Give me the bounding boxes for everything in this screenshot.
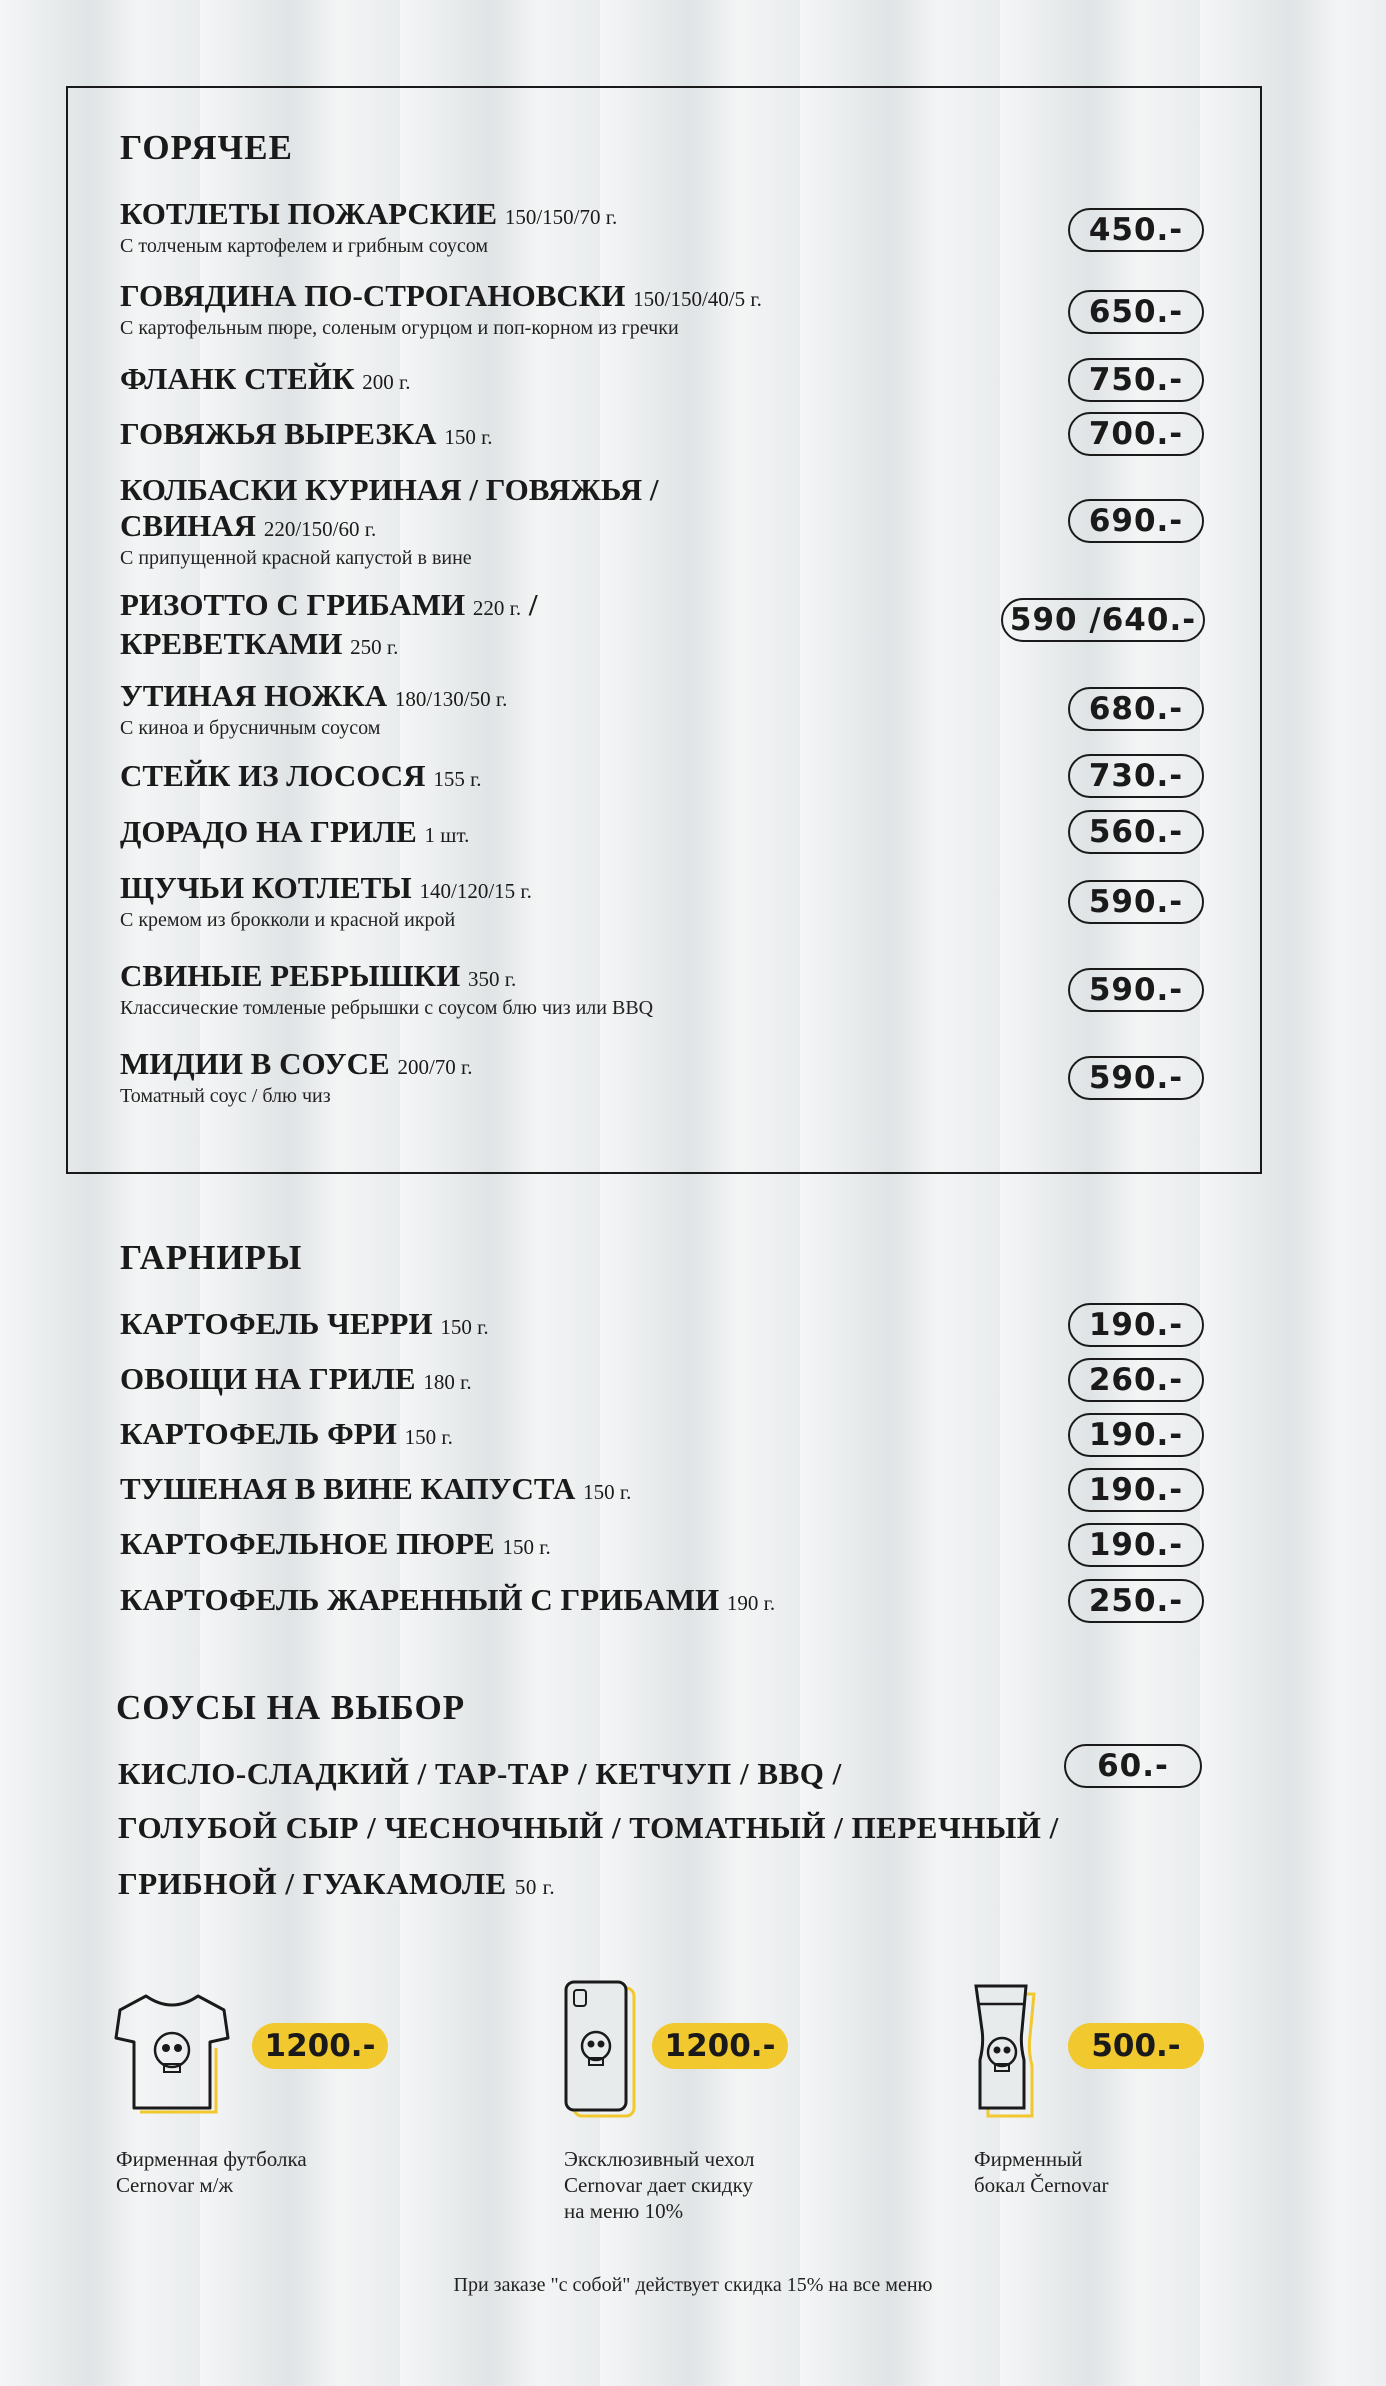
item-description: Томатный соус / блю чиз (120, 1085, 331, 1107)
item-name: КАРТОФЕЛЬ ФРИ (120, 1416, 397, 1451)
merch-caption: Фирменная футболка (116, 2147, 307, 2171)
item-price: 560.- (1068, 810, 1204, 854)
item-price: 190.- (1068, 1303, 1204, 1347)
section-title-sauces: СОУСЫ НА ВЫБОР (116, 1688, 466, 1727)
item-name: КОТЛЕТЫ ПОЖАРСКИЕ (120, 196, 498, 231)
item-price: 260.- (1068, 1358, 1204, 1402)
item-price: 650.- (1068, 290, 1204, 334)
item-weight: 250 г. (350, 635, 399, 659)
item-weight: 150 г. (502, 1535, 551, 1559)
item-price: 590.- (1068, 880, 1204, 924)
sauce-list-line: КИСЛО-СЛАДКИЙ / ТАР-ТАР / КЕТЧУП / BBQ / (118, 1756, 842, 1791)
menu-item (120, 1471, 1080, 1510)
item-weight: 155 г. (433, 767, 482, 791)
item-name: ГОВЯЖЬЯ ВЫРЕЗКА (120, 416, 437, 451)
item-description: С толченым картофелем и грибным соусом (120, 235, 488, 257)
item-description: С картофельным пюре, соленым огурцом и поп-корном из гречки (120, 317, 679, 339)
item-name: СВИНЫЕ РЕБРЫШКИ (120, 958, 461, 993)
item-weight: 150 г. (440, 1315, 489, 1339)
item-weight: 150 г. (404, 1425, 453, 1449)
item-weight: 150 г. (444, 425, 493, 449)
sauce-list-line: ГОЛУБОЙ СЫР / ЧЕСНОЧНЫЙ / ТОМАТНЫЙ / ПЕРЕЧНЫЙ / (118, 1810, 1059, 1845)
sauce-weight: 50 г. (514, 1875, 556, 1899)
item-name: ГОВЯДИНА ПО-СТРОГАНОВСКИ (120, 278, 626, 313)
item-price: 730.- (1068, 754, 1204, 798)
item-price: 250.- (1068, 1579, 1204, 1623)
item-weight: 200/70 г. (397, 1055, 473, 1079)
merch-caption: Cernovar дает скидку (564, 2173, 753, 2197)
menu-item (120, 278, 1080, 339)
item-price: 190.- (1068, 1523, 1204, 1567)
menu-item (120, 1046, 1080, 1107)
item-weight: 220 г. (472, 596, 522, 620)
menu-item (120, 361, 1080, 400)
item-weight: 140/120/15 г. (419, 879, 532, 903)
item-name: КАРТОФЕЛЬНОЕ ПЮРЕ (120, 1526, 495, 1561)
merch-caption: Cernovar м/ж (116, 2173, 234, 2197)
merch-caption: бокал Černovar (974, 2173, 1109, 2197)
menu-item (120, 1361, 1080, 1400)
menu-item (120, 870, 1080, 931)
menu-item (120, 1306, 1080, 1345)
sauce-list-line: ГРИБНОЙ / ГУАКАМОЛЕ (118, 1866, 507, 1901)
menu-item (120, 678, 1080, 739)
item-description: Классические томленые ребрышки с соусом блю чиз или BBQ (120, 997, 654, 1019)
menu-item (120, 1416, 1080, 1455)
item-name: КАРТОФЕЛЬ ЧЕРРИ (120, 1306, 433, 1341)
tshirt-icon (112, 1988, 232, 2118)
item-weight: 190 г. (726, 1591, 776, 1615)
item-name: КРЕВЕТКАМИ (120, 626, 343, 661)
menu-item (120, 472, 1080, 569)
item-name: РИЗОТТО С ГРИБАМИ (120, 587, 466, 622)
menu-item (120, 958, 1080, 1019)
merch-price: 1200.- (652, 2023, 788, 2069)
item-weight: 150/150/40/5 г. (633, 287, 762, 311)
merch-caption: Эксклюзивный чехол (564, 2147, 755, 2171)
section-title-sides: ГАРНИРЫ (120, 1238, 303, 1277)
phone-case-icon (562, 1980, 638, 2120)
menu-item (120, 587, 1080, 665)
item-weight: 180 г. (423, 1370, 472, 1394)
merch-caption: на меню 10% (564, 2199, 684, 2223)
sauce-price: 60.- (1064, 1744, 1202, 1788)
item-name: ДОРАДО НА ГРИЛЕ (120, 814, 417, 849)
item-price: 190.- (1068, 1413, 1204, 1457)
merch-price: 1200.- (252, 2023, 388, 2069)
section-title-hot: ГОРЯЧЕЕ (120, 128, 293, 167)
item-price: 450.- (1068, 208, 1204, 252)
item-description: С кремом из брокколи и красной икрой (120, 909, 456, 931)
item-name: КАРТОФЕЛЬ ЖАРЕННЫЙ С ГРИБАМИ (120, 1582, 720, 1617)
item-weight: 1 шт. (424, 823, 470, 847)
item-name: ТУШЕНАЯ В ВИНЕ КАПУСТА (120, 1471, 576, 1506)
item-weight: 150 г. (583, 1480, 632, 1504)
menu-item (120, 814, 1080, 853)
item-name: ОВОЩИ НА ГРИЛЕ (120, 1361, 416, 1396)
menu-item (120, 1526, 1080, 1565)
menu-item (120, 416, 1080, 455)
item-name-separator: / (528, 587, 538, 622)
item-name: МИДИИ В СОУСЕ (120, 1046, 390, 1081)
item-price: 690.- (1068, 499, 1204, 543)
item-price: 190.- (1068, 1468, 1204, 1512)
item-weight: 180/130/50 г. (394, 687, 508, 711)
item-description: С киноа и брусничным соусом (120, 717, 381, 739)
item-price: 590.- (1068, 1056, 1204, 1100)
item-price: 590 /640.- (1001, 598, 1205, 642)
merch-price: 500.- (1068, 2023, 1204, 2069)
menu-item (120, 1582, 1080, 1621)
item-price: 680.- (1068, 687, 1204, 731)
item-name: УТИНАЯ НОЖКА (120, 678, 388, 713)
item-weight: 200 г. (362, 370, 411, 394)
menu-item (120, 196, 1080, 257)
beer-glass-icon (966, 1982, 1046, 2118)
item-name: СТЕЙК ИЗ ЛОСОСЯ (120, 758, 426, 793)
item-weight: 350 г. (468, 967, 517, 991)
item-description: С припущенной красной капустой в вине (120, 547, 472, 569)
item-price: 590.- (1068, 968, 1204, 1012)
item-weight: 150/150/70 г. (504, 205, 618, 229)
item-name: ФЛАНК СТЕЙК (120, 361, 355, 396)
item-name: КОЛБАСКИ КУРИНАЯ / ГОВЯЖЬЯ / (120, 472, 659, 507)
item-weight: 220/150/60 г. (263, 517, 377, 541)
menu-item (120, 758, 1080, 797)
item-name: ЩУЧЬИ КОТЛЕТЫ (120, 870, 412, 905)
item-price: 750.- (1068, 358, 1204, 402)
item-name: СВИНАЯ (120, 508, 257, 543)
takeaway-discount-note: При заказе "с собой" действует скидка 15% на все меню (453, 2274, 933, 2296)
merch-caption: Фирменный (974, 2147, 1083, 2171)
item-price: 700.- (1068, 412, 1204, 456)
